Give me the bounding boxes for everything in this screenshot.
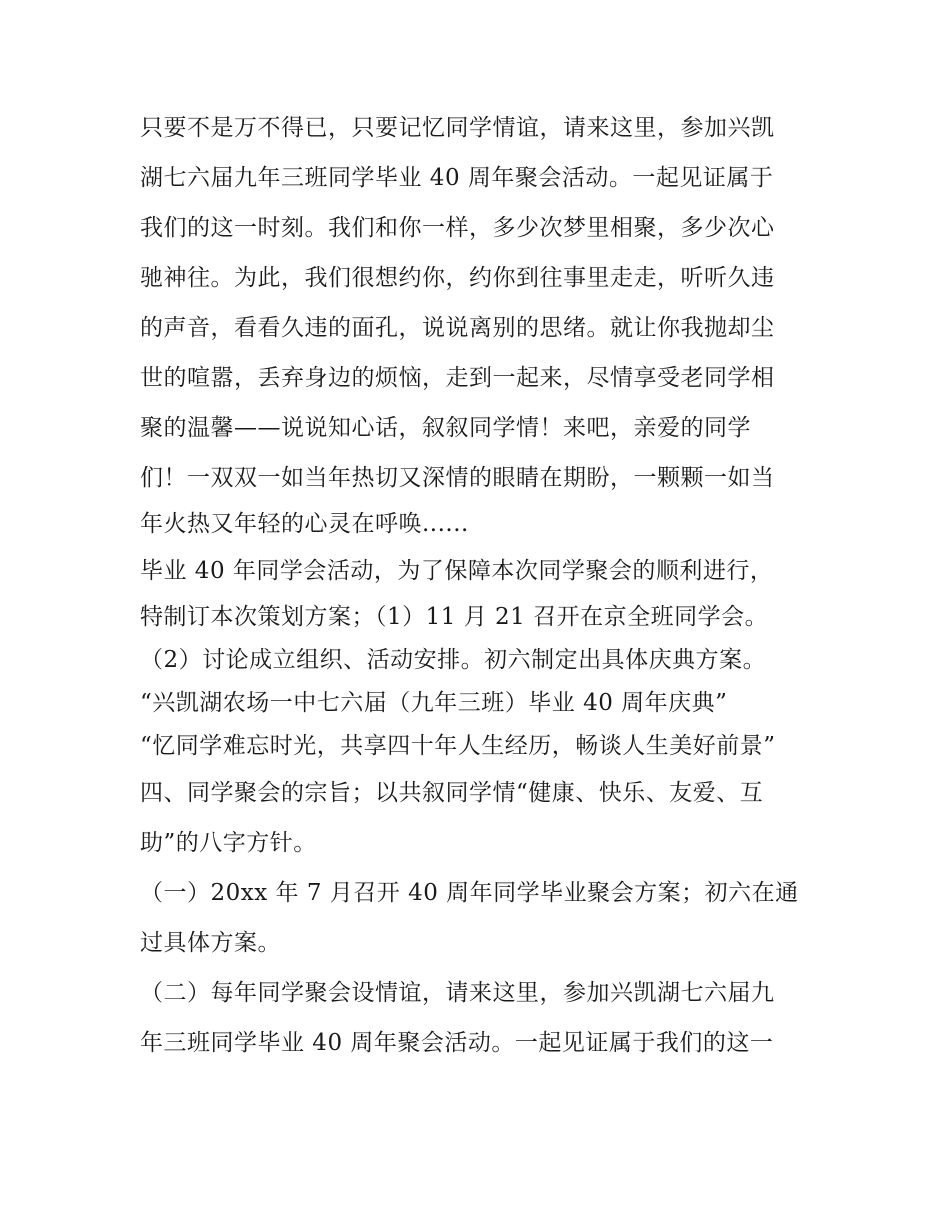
text-line: 毕业 40 年同学会活动，为了保障本次同学聚会的顺利进行， bbox=[140, 558, 774, 584]
text-line: 只要不是万不得已，只要记忆同学情谊，请来这里，参加兴凯 bbox=[140, 115, 775, 141]
text-line: 世的喧嚣，丢弃身边的烦恼，走到一起来，尽情享受老同学相 bbox=[140, 365, 775, 391]
text-line: 我们的这一时刻。我们和你一样，多少次梦里相聚，多少次心 bbox=[140, 215, 775, 241]
text-line: （2）讨论成立组织、活动安排。初六制定出具体庆典方案。 bbox=[140, 647, 767, 673]
text-line: 湖七六届九年三班同学毕业 40 周年聚会活动。一起见证属于 bbox=[140, 165, 774, 191]
text-line: 年三班同学毕业 40 周年聚会活动。一起见证属于我们的这一 bbox=[140, 1030, 774, 1056]
text-line: 们！一双双一如当年热切又深情的眼睛在期盼，一颗颗一如当 bbox=[140, 465, 775, 491]
text-line: “兴凯湖农场一中七六届（九年三班）毕业 40 周年庆典” bbox=[140, 690, 728, 716]
document-body bbox=[140, 103, 820, 1068]
text-line: 驰神往。为此，我们很想约你，约你到往事里走走，听听久违 bbox=[140, 265, 775, 291]
text-line: 年火热又年轻的心灵在呼唤...... bbox=[140, 511, 469, 537]
text-line: 的声音，看看久违的面孔，说说离别的思绪。就让你我抛却尘 bbox=[140, 315, 775, 341]
text-line: “忆同学难忘时光，共享四十年人生经历，畅谈人生美好前景” bbox=[140, 733, 776, 759]
text-line: 特制订本次策划方案；（1）11 月 21 召开在京全班同学会。 bbox=[140, 604, 769, 630]
text-line: 助”的八字方针。 bbox=[140, 830, 317, 856]
text-line: 四、同学聚会的宗旨；以共叙同学情“健康、快乐、友爱、互 bbox=[140, 780, 764, 806]
text-line: 聚的温馨——说说知心话，叙叙同学情！来吧，亲爱的同学 bbox=[140, 415, 751, 441]
text-line: （一）20xx 年 7 月召开 40 周年同学毕业聚会方案；初六在通 bbox=[140, 880, 799, 906]
text-line: 过具体方案。 bbox=[140, 930, 281, 956]
text-line: （二）每年同学聚会设情谊，请来这里，参加兴凯湖七六届九 bbox=[140, 980, 775, 1006]
